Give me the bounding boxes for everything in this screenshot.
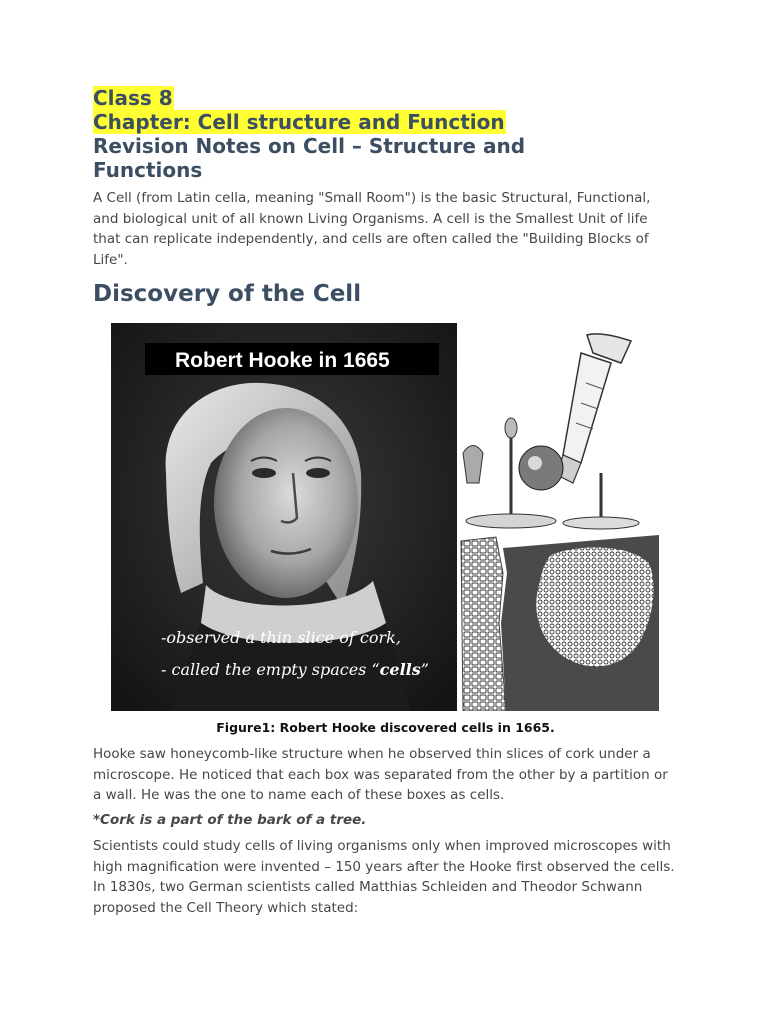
revision-title: Revision Notes on Cell – Structure and Functions: [93, 134, 526, 182]
cork-note: *Cork is a part of the bark of a tree.: [93, 812, 367, 828]
hooke-paragraph: Hooke saw honeycomb-like structure when he observed thin slices of cork under a microscope. He noticed that each box was separated from the other by a partition or a wall. He was the one to name each of these boxes as cells.: [93, 746, 668, 803]
document-page: [93, 86, 678, 308]
figure-line1: -observed a thin slice of cork,: [161, 628, 401, 647]
figure-line2: - called the empty spaces “cells”: [161, 660, 429, 679]
cell-theory-paragraph: Scientists could study cells of living organisms only when improved microscopes with high magnification were invented – 150 years after the Hooke first observed the cells. In 1830s, two German scientists called Matthias Schleiden and Theodor Schwann proposed the Cell Theory which stated:: [93, 838, 675, 916]
class-label: Class 8: [93, 86, 173, 110]
figure-caption: Figure1: Robert Hooke discovered cells in 1665.: [216, 720, 555, 735]
cork-cells-illustration: [457, 535, 660, 711]
microscope-illustration: [457, 323, 660, 535]
intro-paragraph: A Cell (from Latin cella, meaning "Small Room") is the basic Structural, Functional, and biological unit of all known Living Organisms. A cell is the Smallest Unit of life that can replicate independently, and cells are often called the "Building Blocks of Life".: [93, 190, 651, 268]
hooke-figure: [111, 323, 660, 711]
portrait-panel: [111, 323, 457, 711]
figure-banner: Robert Hooke in 1665: [175, 349, 390, 372]
discovery-heading: Discovery of the Cell: [93, 281, 362, 307]
chapter-label: Chapter: Cell structure and Function: [93, 110, 505, 134]
